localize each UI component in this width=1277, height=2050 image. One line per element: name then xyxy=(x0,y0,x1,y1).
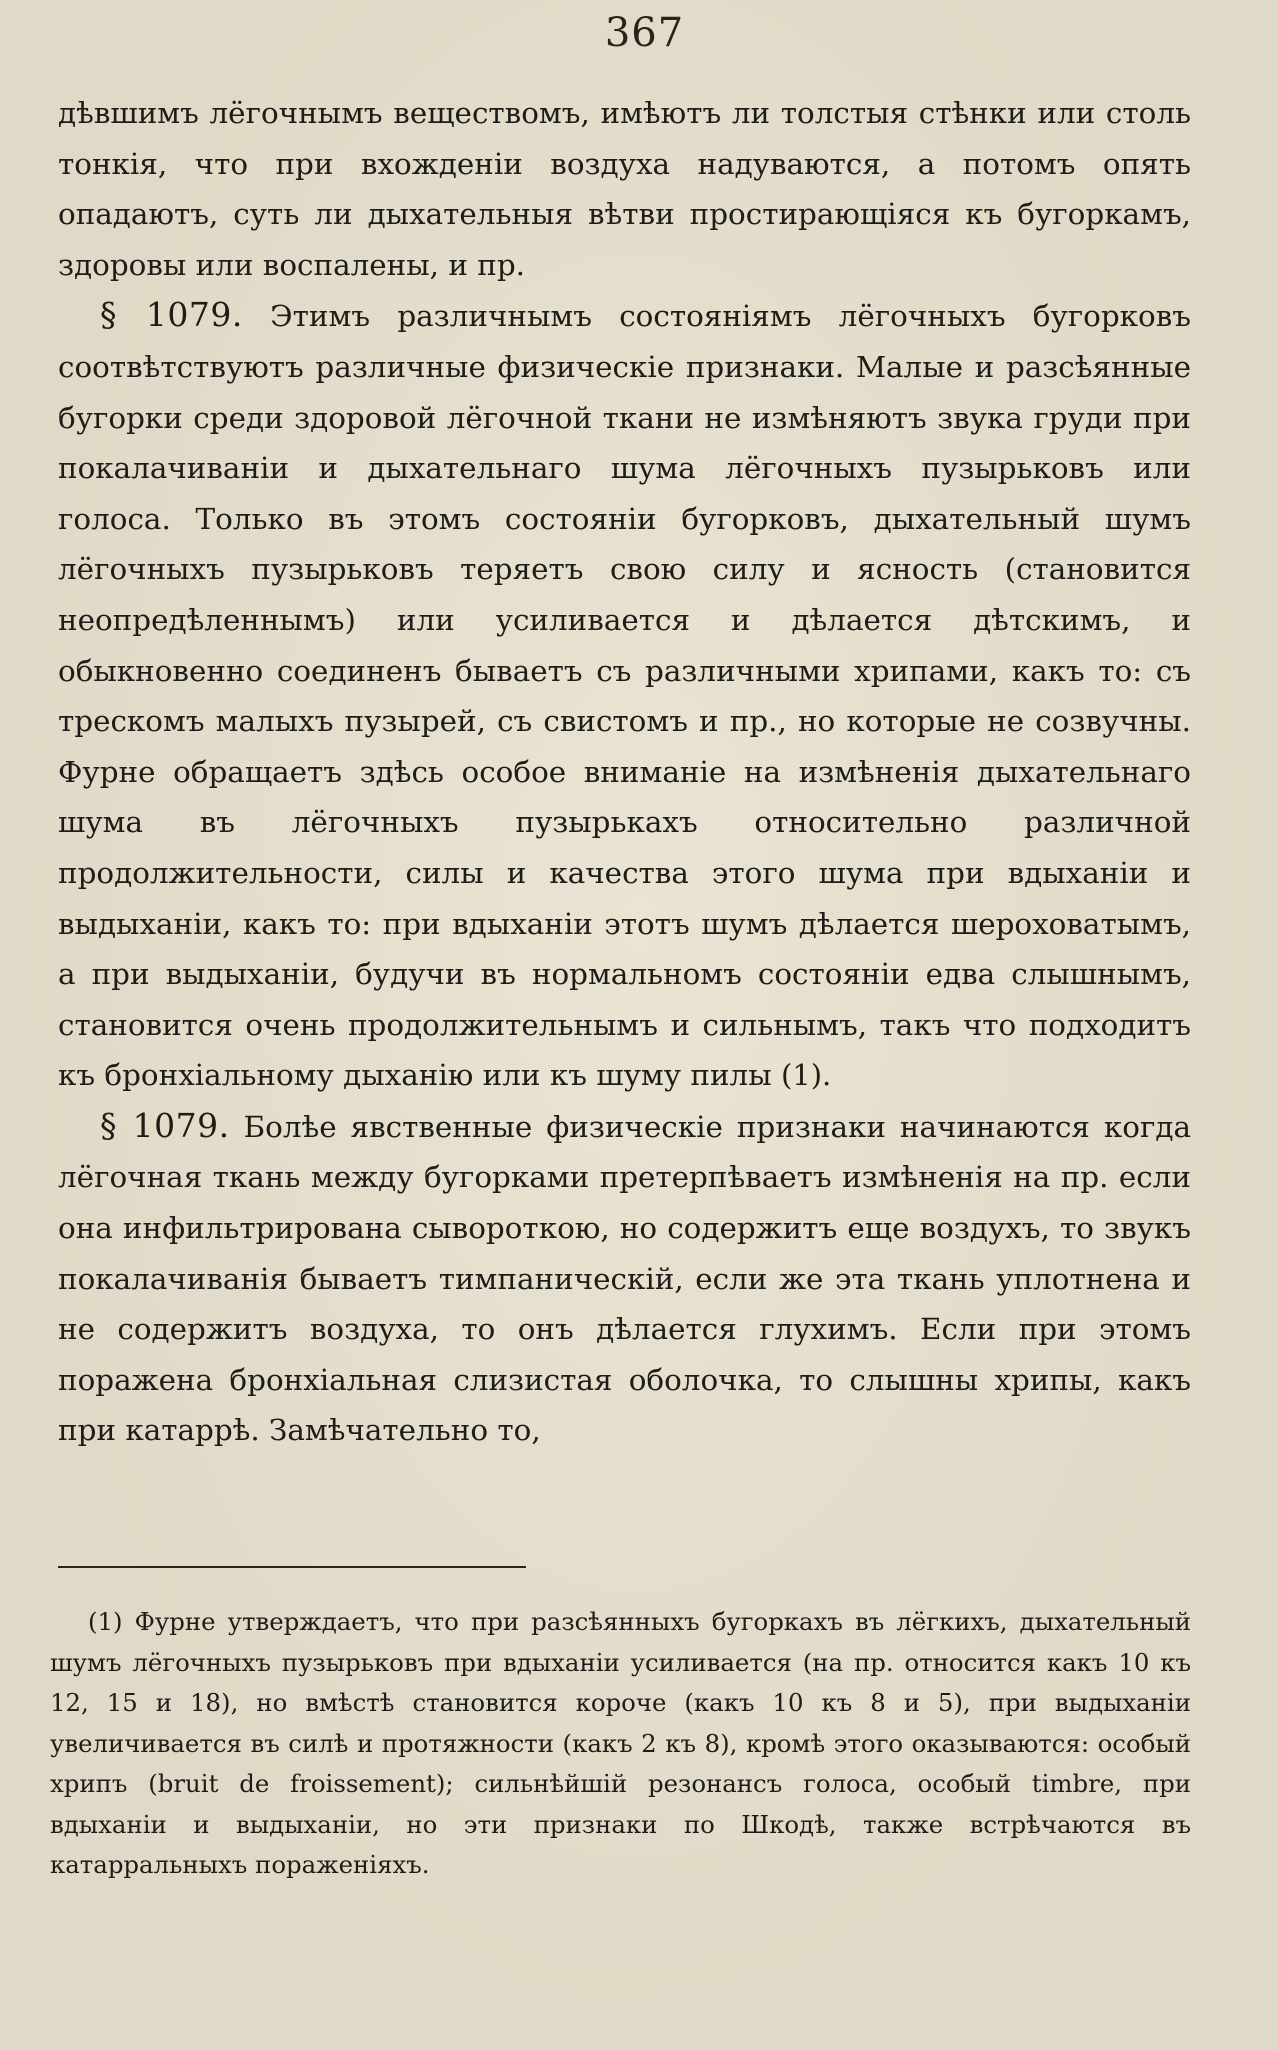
paragraph-section-1079-second xyxy=(58,1101,1191,1456)
section-number: § 1079. xyxy=(100,1105,230,1145)
section-number: § 1079. xyxy=(100,295,243,335)
paragraph-section-1079 xyxy=(58,290,1191,1101)
page-number: 367 xyxy=(604,10,685,56)
footnotes xyxy=(50,1602,1191,1886)
main-text xyxy=(58,88,1191,1456)
paragraph-text: дѣвшимъ лёгочнымъ веществомъ, имѣютъ ли толстыя стѣнки или столь тонкія, что при вхожденіи воздуха надуваются, а потомъ опять опадаютъ, суть ли дыхательныя вѣтви простирающіяся къ бугоркамъ, здоровы или воспалены, и пр. xyxy=(58,96,1191,282)
paragraph-text: Этимъ различнымъ состояніямъ лёгочныхъ бугорковъ соотвѣтствуютъ различные физическіе признаки. Малые и разсѣянные бугорки среди здоровой лёгочной ткани не измѣняютъ звука груди при покалачиваніи и дыхательнаго шума лёгочныхъ пузырьковъ или голоса. Только въ этомъ состояніи бугорковъ, дыхательный шумъ лёгочныхъ пузырьковъ теряетъ свою силу и ясность (становится неопредѣленнымъ) или усиливается и дѣлается дѣтскимъ, и обыкновенно соединенъ бываетъ съ различными хрипами, какъ то: съ трескомъ малыхъ пузырей, съ свистомъ и пр., но которые не созвучны. Фурне обращаетъ здѣсь особое вниманіе на измѣненія дыхательнаго шума въ лёгочныхъ пузырькахъ относительно различной продолжительности, силы и качества этого шума при вдыханіи и выдыханіи, какъ то: при вдыханіи этотъ шумъ дѣлается шероховатымъ, а при выдыханіи, будучи въ нормальномъ состояніи едва слышнымъ, становится очень продолжительнымъ и сильнымъ, такъ что подходитъ къ бронхіальному дыханію или къ шуму пилы xyxy=(58,299,1191,1093)
footnote-divider xyxy=(58,1566,526,1568)
paragraph-continuation xyxy=(58,88,1191,290)
footnote-reference: (1). xyxy=(780,1058,832,1093)
paragraph-text: Болѣе явственные физическіе признаки начинаются когда лёгочная ткань между бугорками претерпѣваетъ измѣненія на пр. если она инфильтрирована сывороткою, но содержитъ еще воздухъ, то звукъ покалачиванія бываетъ тимпаническій, если же эта ткань уплотнена и не содержитъ воздуха, то онъ дѣлается глухимъ. Если при этомъ поражена бронхіальная слизистая оболочка, то слышны хрипы, какъ при катаррѣ. Замѣчательно то, xyxy=(58,1109,1191,1448)
footnote-1: (1) Фурне утверждаетъ, что при разсѣянныхъ бугоркахъ въ лёгкихъ, дыхательный шумъ лёгочныхъ пузырьковъ при вдыханіи усиливается (на пр. относится какъ 10 къ 12, 15 и 18), но вмѣстѣ становится короче (какъ 10 къ 8 и 5), при выдыханіи увеличивается въ силѣ и протяжности (какъ 2 къ 8), кромѣ этого оказываются: особый хрипъ (bruit de froissement); сильнѣйшій резонансъ голоса, особый timbre, при вдыханіи и выдыханіи, но эти признаки по Шкодѣ, также встрѣчаются въ катарральныхъ пораженіяхъ. xyxy=(50,1607,1191,1879)
